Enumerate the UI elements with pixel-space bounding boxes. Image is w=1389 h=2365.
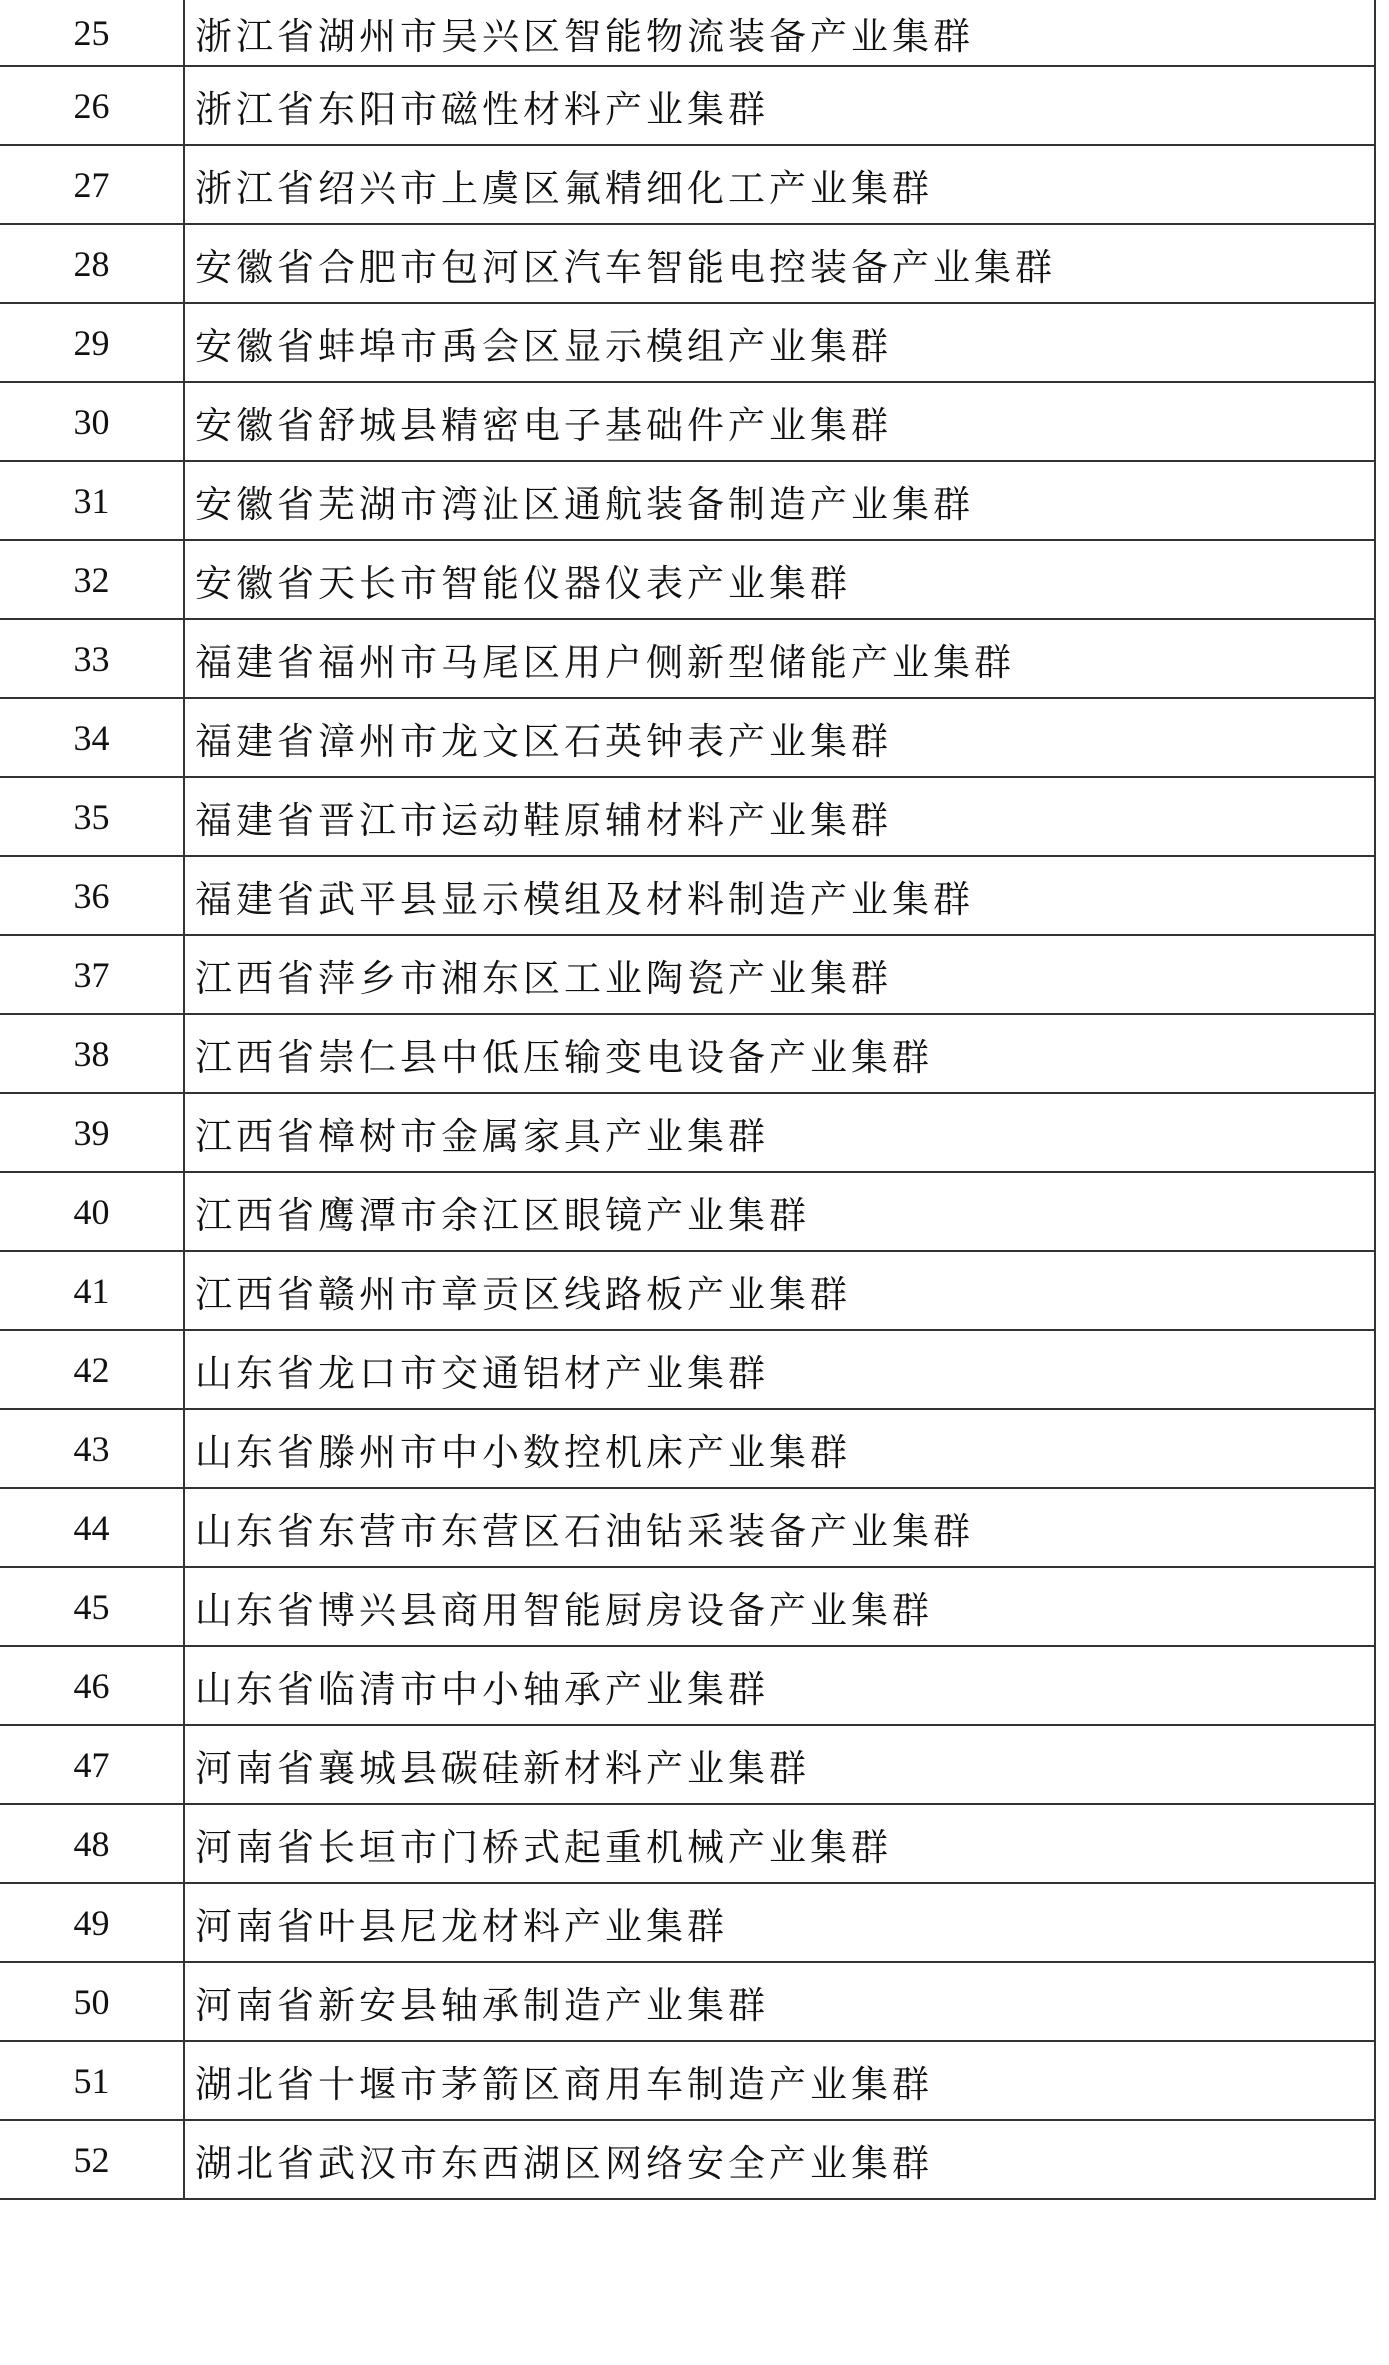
table-row [0,1646,1375,1725]
row-number: 42 [0,1330,184,1409]
cluster-name: 山东省龙口市交通铝材产业集群 [184,1330,1375,1409]
cluster-name: 安徽省合肥市包河区汽车智能电控装备产业集群 [184,224,1375,303]
table-row [0,1883,1375,1962]
table-row [0,1014,1375,1093]
table-row [0,303,1375,382]
row-number: 30 [0,382,184,461]
table-row [0,461,1375,540]
table-row [0,224,1375,303]
row-number: 50 [0,1962,184,2041]
table-row [0,540,1375,619]
table-row [0,1172,1375,1251]
cluster-name: 河南省叶县尼龙材料产业集群 [184,1883,1375,1962]
row-number: 39 [0,1093,184,1172]
cluster-name: 江西省萍乡市湘东区工业陶瓷产业集群 [184,935,1375,1014]
cluster-name: 安徽省芜湖市湾沚区通航装备制造产业集群 [184,461,1375,540]
table-row [0,1251,1375,1330]
table-row [0,1804,1375,1883]
row-number: 29 [0,303,184,382]
table-row [0,1330,1375,1409]
cluster-name: 河南省新安县轴承制造产业集群 [184,1962,1375,2041]
row-number: 26 [0,66,184,145]
table-row [0,145,1375,224]
table-row [0,2041,1375,2120]
row-number: 48 [0,1804,184,1883]
row-number: 25 [0,0,184,66]
cluster-name: 山东省滕州市中小数控机床产业集群 [184,1409,1375,1488]
cluster-name: 浙江省湖州市吴兴区智能物流装备产业集群 [184,0,1375,66]
cluster-name: 河南省襄城县碳硅新材料产业集群 [184,1725,1375,1804]
row-number: 41 [0,1251,184,1330]
row-number: 37 [0,935,184,1014]
row-number: 34 [0,698,184,777]
cluster-name: 江西省樟树市金属家具产业集群 [184,1093,1375,1172]
cluster-name: 福建省漳州市龙文区石英钟表产业集群 [184,698,1375,777]
cluster-name: 湖北省十堰市茅箭区商用车制造产业集群 [184,2041,1375,2120]
row-number: 40 [0,1172,184,1251]
cluster-name: 福建省福州市马尾区用户侧新型储能产业集群 [184,619,1375,698]
cluster-name: 福建省晋江市运动鞋原辅材料产业集群 [184,777,1375,856]
cluster-name: 山东省东营市东营区石油钻采装备产业集群 [184,1488,1375,1567]
row-number: 35 [0,777,184,856]
row-number: 45 [0,1567,184,1646]
row-number: 27 [0,145,184,224]
table-row [0,382,1375,461]
table-row [0,1567,1375,1646]
cluster-name: 山东省临清市中小轴承产业集群 [184,1646,1375,1725]
row-number: 36 [0,856,184,935]
row-number: 47 [0,1725,184,1804]
cluster-name: 安徽省蚌埠市禹会区显示模组产业集群 [184,303,1375,382]
table-row [0,2120,1375,2199]
table-row [0,777,1375,856]
row-number: 32 [0,540,184,619]
cluster-name: 江西省崇仁县中低压输变电设备产业集群 [184,1014,1375,1093]
row-number: 28 [0,224,184,303]
row-number: 38 [0,1014,184,1093]
cluster-name: 江西省赣州市章贡区线路板产业集群 [184,1251,1375,1330]
table-row [0,1725,1375,1804]
table-row [0,698,1375,777]
cluster-name: 安徽省天长市智能仪器仪表产业集群 [184,540,1375,619]
row-number: 44 [0,1488,184,1567]
cluster-name: 浙江省绍兴市上虞区氟精细化工产业集群 [184,145,1375,224]
table-row [0,1962,1375,2041]
row-number: 49 [0,1883,184,1962]
table-row [0,66,1375,145]
cluster-name: 江西省鹰潭市余江区眼镜产业集群 [184,1172,1375,1251]
table-row [0,1093,1375,1172]
row-number: 46 [0,1646,184,1725]
row-number: 31 [0,461,184,540]
table-row [0,935,1375,1014]
cluster-name: 安徽省舒城县精密电子基础件产业集群 [184,382,1375,461]
cluster-name: 福建省武平县显示模组及材料制造产业集群 [184,856,1375,935]
cluster-name: 山东省博兴县商用智能厨房设备产业集群 [184,1567,1375,1646]
row-number: 52 [0,2120,184,2199]
cluster-name: 河南省长垣市门桥式起重机械产业集群 [184,1804,1375,1883]
table-row [0,619,1375,698]
row-number: 51 [0,2041,184,2120]
row-number: 33 [0,619,184,698]
cluster-name: 湖北省武汉市东西湖区网络安全产业集群 [184,2120,1375,2199]
table-row [0,1488,1375,1567]
table-row [0,1409,1375,1488]
table-row [0,856,1375,935]
row-number: 43 [0,1409,184,1488]
cluster-name: 浙江省东阳市磁性材料产业集群 [184,66,1375,145]
table-row [0,0,1375,66]
